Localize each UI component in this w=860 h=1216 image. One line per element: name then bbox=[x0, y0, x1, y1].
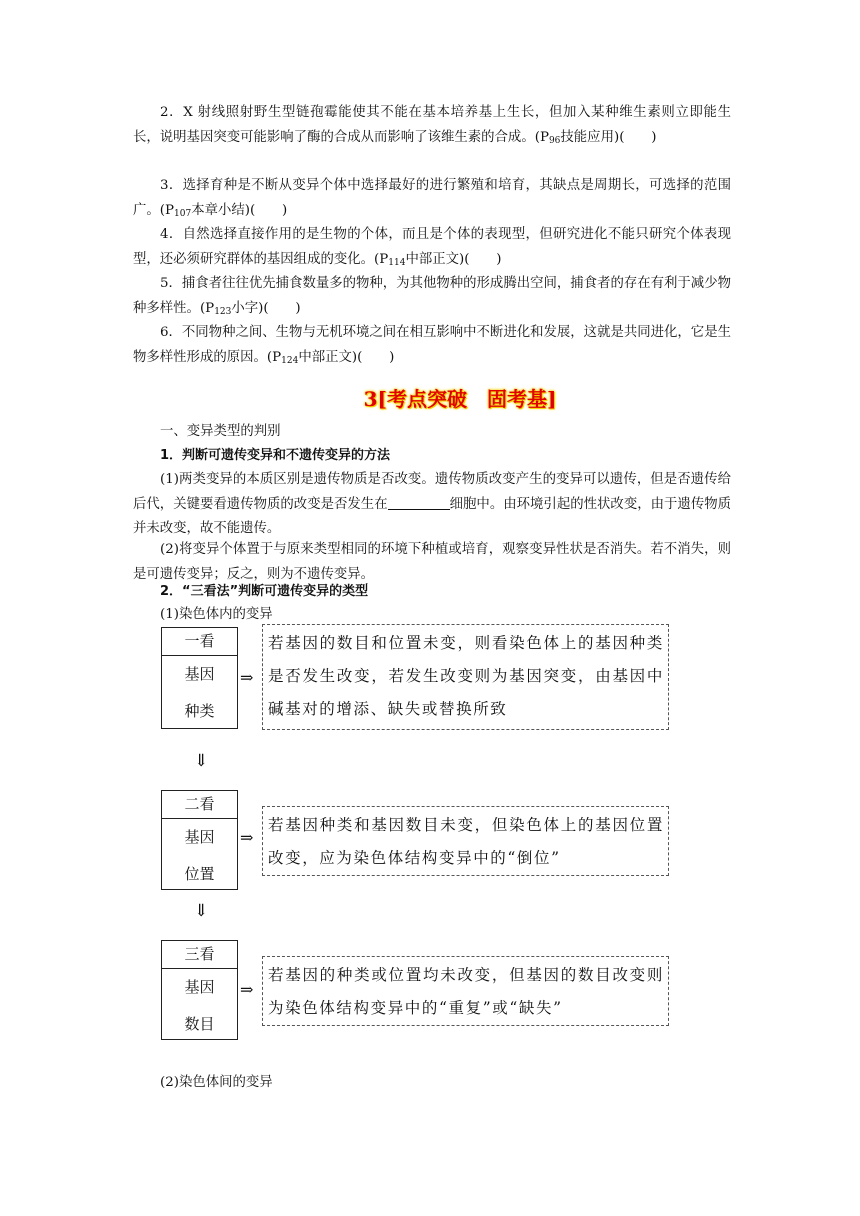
sub2-2-heading: (2)染色体间的变异 bbox=[160, 1075, 273, 1090]
right-arrow-icon: ⇒ bbox=[240, 828, 254, 847]
part1-heading: 一、变异类型的判别 bbox=[160, 424, 281, 439]
right-arrow-icon: ⇒ bbox=[240, 980, 254, 999]
item-5: 5．捕食者往往优先捕食数量多的物种，为其他物种的形成腾出空间，捕食者的存在有利于减少物种多样性。($P_{123}$小字)( ) bbox=[133, 276, 731, 317]
step-3-label-box bbox=[161, 940, 238, 1040]
step-2-description: 若基因种类和基因数目未变，但染色体上的基因位置改变，应为染色体结构变异中的“倒位” bbox=[262, 806, 669, 876]
step-1-head: 一看 bbox=[162, 628, 237, 656]
sub2-1-heading: (1)染色体内的变异 bbox=[160, 607, 273, 622]
item-6: 6．不同物种之间、生物与无机环境之间在相互影响中不断进化和发展，这就是共同进化，它是生物多样性形成的原因。($P_{124}$中部正文)( ) bbox=[133, 325, 731, 366]
step-3-head: 三看 bbox=[162, 941, 237, 969]
sub2-heading: 2．“三看法”判断可遗传变异的类型 bbox=[160, 584, 369, 599]
step-2-head: 二看 bbox=[162, 791, 237, 819]
fill-blank bbox=[388, 495, 450, 510]
sub1-heading: 1．判断可遗传变异和不遗传变异的方法 bbox=[160, 448, 391, 463]
paragraph-2: (2)将变异个体置于与原来类型相同的环境下种植或培育，观察变异性状是否消失。若不消失，则是可遗传变异；反之，则为不遗传变异。 bbox=[133, 542, 731, 582]
item-4: 4．自然选择直接作用的是生物的个体，而且是个体的表现型，但研究进化不能只研究个体表现型，还必须研究群体的基因组成的变化。($P_{114}$中部正文)( ) bbox=[133, 227, 731, 268]
step-3-body: 基因 数目 bbox=[184, 978, 215, 1033]
step-3-description: 若基因的种类或位置均未改变，但基因的数目改变则为染色体结构变异中的“重复”或“缺失” bbox=[262, 956, 669, 1026]
right-arrow-icon: ⇒ bbox=[240, 668, 254, 687]
item-2: 2．X 射线照射野生型链孢霉能使其不能在基本培养基上生长，但加入某种维生素则立即能生长，说明基因突变可能影响了酶的合成从而影响了该维生素的合成。($P_{96}$技能应用)( ) bbox=[133, 105, 731, 146]
step-1-label-box bbox=[161, 627, 238, 729]
step-2-body: 基因 位置 bbox=[184, 828, 215, 883]
step-1-description: 若基因的数目和位置未变，则看染色体上的基因种类是否发生改变，若发生改变则为基因突变，由基因中碱基对的增添、缺失或替换所致 bbox=[262, 624, 669, 730]
down-arrow-icon: ⇓ bbox=[194, 901, 209, 921]
step-2-label-box bbox=[161, 790, 238, 890]
step-1-body: 基因 种类 bbox=[184, 665, 215, 720]
paragraph-1: (1)两类变异的本质区别是遗传物质是否改变。遗传物质改变产生的变异可以遗传，但是否遗传给后代，关键要看遗传物质的改变是否发生在 细胞中。由环境引起的性状改变，由于遗传物质并未改变，故不能遗传。 bbox=[133, 472, 732, 536]
down-arrow-icon: ⇓ bbox=[194, 751, 209, 771]
item-3: 3．选择育种是不断从变异个体中选择最好的进行繁殖和培育，其缺点是周期长，可选择的范围广。($P_{107}$本章小结)( ) bbox=[133, 178, 731, 219]
section-title: 3[考点突破 固考基] bbox=[363, 387, 557, 411]
